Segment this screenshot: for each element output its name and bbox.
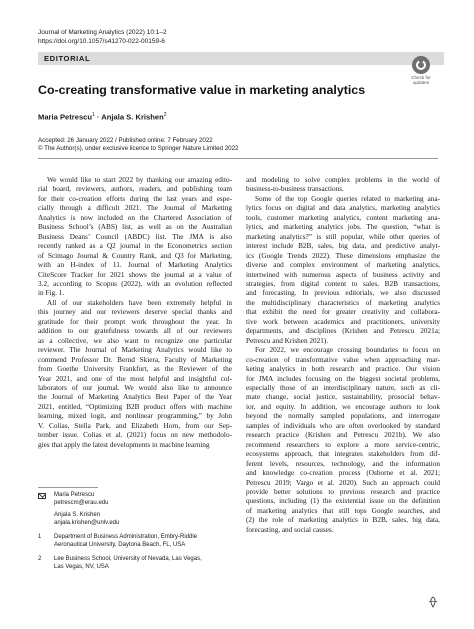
text-line: especially those of an interdisciplinary nature, such as cli- bbox=[246, 383, 440, 392]
text-line: intertwined with numerous aspects of business activity and bbox=[246, 270, 440, 279]
text-line: ecosystems approach, that integrates stakeholders from dif- bbox=[246, 450, 440, 459]
copyright-notice: © The Author(s), under exclusive licence to Springer Nature Limited 2022 bbox=[38, 145, 239, 153]
text-line: that exhibit the need for greater creativity and collabora- bbox=[246, 308, 440, 317]
text-line: strategies, from digital content to sales, B2B transactions, bbox=[246, 279, 440, 288]
text-line: diverse and complex environment of marketing analytics, bbox=[246, 261, 440, 270]
text-line: and forecasting. In previous editorials, we also discussed bbox=[246, 289, 440, 298]
text-line: We would like to start 2022 by thanking our amazing edito- bbox=[47, 176, 232, 184]
text-line: laborators of our journal. We would also like to announce bbox=[38, 383, 232, 392]
text-line: Business School’s (ABS) list, as well as on the Australian bbox=[38, 223, 232, 232]
text-line: beyond the normally sampled populations, and interrogate bbox=[246, 412, 440, 421]
contact-email[interactable]: anjala.krishen@unlv.edu bbox=[54, 519, 120, 526]
affiliation-line: Lee Business School, University of Nevada, Las Vegas, bbox=[54, 556, 202, 562]
text-line: cially through a difficult 2021. The Journal of Marketing bbox=[38, 204, 232, 213]
text-line: mate change, social justice, sustainability, prosocial behav- bbox=[246, 393, 440, 402]
body-paragraph bbox=[246, 195, 440, 346]
text-line: reviewer. The Journal of Marketing Analytics would like to bbox=[38, 346, 232, 355]
text-line: commend Professor Dr. Bernd Skiera, Faculty of Marketing bbox=[38, 355, 232, 364]
contact-block bbox=[38, 492, 232, 527]
text-line: 2021, entitled, “Optimizing B2B product offers with machine bbox=[38, 402, 232, 411]
body-paragraph bbox=[38, 176, 232, 299]
text-line: Year 2021, and one of the most helpful and insightful col- bbox=[38, 374, 232, 383]
text-line: (2) the role of marketing analytics in B2B, sales, big data, bbox=[246, 516, 440, 525]
body-column-left bbox=[38, 176, 232, 450]
text-line: V. Colias, Stella Park, and Elizabeth Horn, from our Sep- bbox=[38, 421, 232, 430]
text-line: forecasting, and social causes. bbox=[246, 525, 334, 534]
text-line: samples of individuals who are often overlooked by standard bbox=[246, 421, 440, 430]
text-line: the Journal of Marketing Analytics Best Paper of the Year bbox=[38, 393, 232, 402]
journal-header bbox=[38, 29, 167, 46]
text-line: CiteScore Tracker for 2021 shows the journal at a value of bbox=[38, 270, 232, 279]
contact-name: Anjala S. Krishen bbox=[54, 512, 101, 518]
section-label: EDITORIAL bbox=[38, 52, 444, 65]
text-line: research practice (Krishen and Petrescu 2021b). We also bbox=[246, 431, 440, 440]
article-dates bbox=[38, 137, 239, 154]
text-line: gratitude for their prompt work throughout the year. In bbox=[38, 317, 232, 326]
check-for-updates-label: Check for updates bbox=[411, 75, 431, 86]
text-line: 3.2, according to Scopus (2022), with an evolution reflected bbox=[38, 279, 232, 288]
footnote-divider bbox=[38, 487, 98, 488]
text-line: marketing analytics?” is still popular, while other queries of bbox=[246, 232, 440, 241]
journal-citation: Journal of Marketing Analytics (2022) 10:1–2 bbox=[38, 29, 167, 36]
contact-name: Maria Petrescu bbox=[54, 492, 95, 498]
text-line: Business Deans’ Council (ABDC) list. The JMA is also bbox=[38, 232, 232, 241]
text-line: recently ranked as a Q2 journal in the Econometrics section bbox=[38, 242, 232, 251]
footnotes bbox=[38, 492, 232, 578]
text-line: tive work between academics and practitioners, university bbox=[246, 317, 440, 326]
text-line: with an H-index of 11. Journal of Marketing Analytics bbox=[38, 261, 232, 270]
text-line: ferent levels, resources, technology, and the information bbox=[246, 459, 440, 468]
text-line: recommend researchers to explore a more service-centric, bbox=[246, 440, 440, 449]
text-line: Some of the top Google queries related to marketing ana- bbox=[255, 194, 440, 203]
text-line: keting analytics in both research and practice. Our vision bbox=[246, 365, 440, 374]
text-line: from Goethe University Frankfurt, as the Reviewer of the bbox=[38, 365, 232, 374]
contact-email[interactable]: petrescm@erau.edu bbox=[54, 499, 109, 506]
text-line: addition to our gratefulness towards all of our reviewers bbox=[38, 327, 232, 336]
body-column-right bbox=[246, 176, 440, 535]
text-line: as a collective, we also want to recognize one particular bbox=[38, 336, 232, 345]
text-line: of marketing analytics that still tops Google searches, and bbox=[246, 506, 440, 515]
journal-doi[interactable]: https://doi.org/10.1057/s41270-022-00159-6 bbox=[38, 37, 165, 45]
accepted-published-dates: Accepted: 26 January 2022 / Published online: 7 February 2022 bbox=[38, 137, 213, 144]
text-line: ior, and equity. In addition, we encourage authors to look bbox=[246, 402, 440, 411]
text-line: provide better solutions to previous research and practice bbox=[246, 487, 440, 496]
text-line: interest include B2B, sales, big data, and predictive analyt- bbox=[246, 242, 440, 251]
check-for-updates-icon bbox=[412, 56, 430, 74]
author-affiliation-mark: 1 bbox=[92, 112, 95, 118]
affiliation-line: Aeronautical University, Daytona Beach, FL, USA bbox=[54, 541, 186, 548]
text-line: lytics, and marketing analytics jobs. The question, “what is bbox=[246, 223, 440, 232]
affiliation-number: 2 bbox=[38, 556, 42, 562]
affiliation-number: 1 bbox=[38, 534, 42, 540]
text-line: in Fig. 1. bbox=[38, 289, 65, 298]
text-line: gies that apply the latest developments in machine learning bbox=[38, 440, 210, 449]
header-divider bbox=[38, 158, 438, 159]
affiliation-line: Department of Business Administration, Embry-Riddle bbox=[54, 534, 198, 540]
text-line: Petrescu and Krishen 2021). bbox=[246, 336, 329, 345]
text-line: lytics focus on digital and data analytics, marketing analytics bbox=[246, 204, 440, 213]
author-affiliation-mark: 2 bbox=[163, 112, 167, 118]
text-line: for their co-creation efforts during the last years and espe- bbox=[38, 194, 232, 203]
text-line: Analytics is now included on the Chartered Association of bbox=[38, 213, 232, 222]
article-title: Co-creating transformative value in marketing analytics bbox=[38, 83, 366, 97]
text-line: the multidisciplinary characteristics of marketing analytics bbox=[246, 298, 440, 307]
text-line: questions, including (1) the existential issue on the definition bbox=[246, 497, 440, 506]
text-line: and knowledge co-creation process (Osborne et al. 2021; bbox=[246, 469, 440, 478]
text-line: tools, customer marketing analytics, content marketing ana- bbox=[246, 213, 440, 222]
check-for-updates-button[interactable] bbox=[406, 56, 436, 85]
author-separator: · bbox=[94, 112, 102, 122]
text-line: learning, mixed logit, and nonlinear programming,” by John bbox=[38, 412, 232, 421]
body-paragraph bbox=[38, 299, 232, 450]
text-line: departments, and disciplines (Krishen and Petrescu 2021a; bbox=[246, 327, 440, 336]
text-line: Petrescu 2019; Vargo et al. 2020). Such an approach could bbox=[246, 478, 440, 487]
text-line: this journey and our reviewers deserve special thanks and bbox=[38, 308, 232, 317]
text-line: All of our stakeholders have been extremely helpful in bbox=[47, 298, 232, 307]
affiliation-1 bbox=[38, 534, 232, 549]
mail-icon bbox=[38, 493, 46, 499]
text-line: business-to-business transactions. bbox=[246, 185, 344, 194]
text-line: ics (Google Trends 2022). These dimensions emphasize the bbox=[246, 251, 440, 260]
author-list bbox=[38, 112, 167, 122]
text-line: of Scimago Journal & Country Rank, and Q3 for Marketing, bbox=[38, 251, 232, 260]
author-name[interactable]: Anjala S. Krishen bbox=[101, 112, 164, 122]
affiliation-line: Las Vegas, NV, USA bbox=[54, 563, 109, 570]
text-line: For 2022, we encourage crossing boundaries to focus on bbox=[255, 346, 440, 355]
text-line: and modeling to solve complex problems in the world of bbox=[246, 176, 440, 184]
author-name[interactable]: Maria Petrescu bbox=[38, 112, 93, 122]
text-line: rial board, reviewers, authors, readers, and publishing team bbox=[38, 185, 232, 194]
affiliation-2 bbox=[38, 556, 232, 571]
body-paragraph bbox=[246, 346, 440, 535]
springer-logo-icon bbox=[427, 596, 439, 608]
text-line: co-creation of transformative value when approaching mar- bbox=[246, 355, 440, 364]
text-line: for JMA includes focusing on the biggest societal problems, bbox=[246, 374, 440, 383]
text-line: tember issue. Colias et al. (2021) focus on new methodolo- bbox=[38, 431, 232, 440]
body-paragraph bbox=[246, 176, 440, 195]
